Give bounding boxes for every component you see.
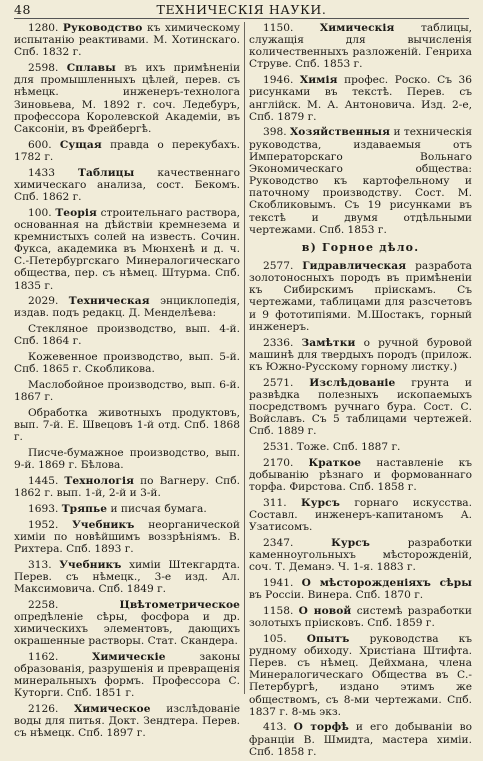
page-title: ТЕХНИЧЕСКІЯ НАУКИ. [156,2,327,17]
catalog-entry [14,559,240,595]
entry-text: Маслобойное производство, вып. 6-й. 1867 г. [14,378,240,404]
catalog-entry [249,457,472,493]
entry-keyword: Тряпье [61,502,108,515]
catalog-entry [14,167,240,203]
catalog-entry [14,139,240,163]
entry-keyword: Изслѣдованіе [309,376,396,389]
entry-text: разработа золотоносныхъ породъ въ примѣненіи къ Сибирскимъ пріискамъ. Съ чертежами, таблицами для разсчетовъ и 9 фототипіями. М.Шостакъ, горный инженеръ. [249,260,472,333]
catalog-entry [14,599,240,648]
entry-number: 1693. [28,502,59,515]
catalog-entry [14,407,240,443]
entry-keyword: Теорія [55,206,97,219]
catalog-entry [249,441,472,453]
entry-text: въ ихъ примѣненіи для промышленныхъ цѣлей, перев. съ нѣмецк. инженеръ-технолога Зиновьева, М. 1892 г. соч. Ледебуръ, профессора Королевской Академіи, въ Саксоніи, въ Фрейбергѣ. [14,62,241,135]
entry-keyword: Техническая [68,295,150,308]
entry-text: энциклопедія, издав. подъ редакц. Д. Менделѣева: [14,295,240,320]
entry-text: по Вагнеру. Спб. 1862 г. вып. 1-й, 2-й и 3-й. [14,474,240,499]
entry-text: разработки каменноугольныхъ мѣсторожденій, соч. Т. Деманэ. Ч. 1-я. 1883 г. [249,536,473,574]
entry-text: о ручной буровой машинѣ для твердыхъ породъ (прилож. къ Южно-Русскому горному листку.) [249,336,472,373]
entry-text: системѣ разработки золотыхъ пріисковъ. Спб. 1859 г. [249,604,472,629]
entry-text: и писчая бумага. [110,502,207,515]
entry-keyword: О новой [298,604,352,617]
catalog-entry [14,475,240,499]
entry-text: руководства къ рудному обиходу. Христіана Штифта. Перев. съ нѣмец. Дейхмана, члена Минералогическаго Общества въ С.-Петербургѣ, издано этимъ же обществомъ, съ 8-ми чертежами. Спб. 1837 г. 8-мь экз. [249,632,472,718]
catalog-entry [249,497,472,533]
entry-number: 413. [263,721,287,734]
catalog-entry [14,379,240,403]
entry-number: 2571. [263,376,294,389]
entry-number: 600. [28,138,52,151]
catalog-entry [14,519,240,555]
entry-text: опредѣленіе сѣры, фосфора и др. химическихъ элементовъ, дающихъ окрашенные растворы. Стат. Скандера. [14,610,240,648]
catalog-entry [14,207,240,292]
entry-keyword: Сплавы [66,62,116,75]
entry-number: 1150. [263,22,294,34]
catalog-entry [249,633,472,718]
catalog-entry [14,651,240,700]
entry-text: неорганической химіи по новѣйшимъ воззрѣніямъ. В. Рихтера. Спб. 1893 г. [14,518,240,555]
entry-text: таблицы, служащія для вычисленія количественныхъ разложеній. Генриха Струве. Спб. 1853 г. [249,22,473,71]
entry-number: 2170. [263,456,294,469]
entry-keyword: Химія [299,74,338,87]
right-column [249,22,472,761]
entry-number: 1952. [28,518,59,531]
entry-keyword: Учебникъ [59,558,122,571]
entry-text: Писче-бумажное производство, вып. 9-й. 1869 г. Бѣлова. [14,446,240,472]
entry-text: правда о перекубахъ. 1782 г. [14,138,240,163]
entry-keyword: Учебникъ [72,518,135,531]
right-column-top [249,22,472,236]
entry-keyword: Технологія [64,474,135,487]
entry-keyword: Химическое [74,703,151,716]
catalog-entry [14,22,240,58]
catalog-entry [14,323,240,347]
entry-number: 2126. [28,703,59,716]
catalog-entry [249,22,472,71]
entry-text: грунта и развѣдка полезныхъ ископаемыхъ посредствомъ ручнаго бура. Сост. С. Войславъ. Съ 5 таблицами чертежей. Спб. 1889 г. [249,376,472,438]
page-header [14,2,469,18]
catalog-entry [14,703,240,739]
catalog-entry [249,74,472,123]
entry-keyword: О мѣсторожденіяхъ сѣры [301,576,472,589]
catalog-entry [249,721,472,757]
entry-text: Тоже. Спб. 1887 г. [296,440,401,453]
catalog-entry [14,62,240,135]
entry-text: строительнаго раствора, основанная на дѣйствіи кремнезема и кремнистыхъ солей на известь. Сочин. Фукса, академика въ Мюнхенѣ и д. ч. С.-Петербургскаго Минералогическаго общества, пер. съ нѣмец. Штурма. Спб. 1835 г. [14,206,240,292]
entry-keyword: Опытъ [306,632,350,645]
entry-number: 105. [263,632,287,645]
entry-text: качественнаго химическаго анализа, сост. Бекомъ. Спб. 1862 г. [14,166,240,203]
entry-keyword: Химическія [319,22,395,34]
entry-keyword: Руководство [62,22,143,34]
entry-number: 311. [263,496,287,509]
entry-number: 2347. [263,536,294,549]
entry-number: 1433 [28,166,55,179]
entry-keyword: Хозяйственныя [289,126,391,139]
entry-number: 2258. [28,598,59,611]
entry-number: 1162. [28,650,59,663]
entry-keyword: Цвѣтометрическое [119,598,240,611]
entry-text: въ Россіи. Винера. Спб. 1870 г. [249,589,424,602]
entry-number: 1280. [28,22,59,34]
entry-keyword: Курсъ [301,496,340,509]
right-column-bottom [249,260,472,758]
entry-number: 2029. [28,295,59,308]
catalog-entry [249,337,472,373]
entry-number: 1158. [263,604,294,617]
entry-number: 1946. [263,74,294,87]
entry-keyword: Курсъ [331,536,370,549]
catalog-entry [14,447,240,471]
column-divider [244,22,245,694]
entry-keyword: Таблицы [78,166,135,179]
entry-number: 313. [28,558,52,571]
catalog-entry [14,295,240,319]
catalog-entry [249,377,472,438]
catalog-entry [249,537,472,573]
entry-number: 398. [263,126,287,139]
header-rule [14,18,469,19]
entry-number: 1445. [28,474,59,487]
entry-keyword: Сущая [59,138,102,151]
entry-text: и техническія руководства, издаваемыя отъ Императорскаго Вольнаго Экономическаго общества: Руководство къ картофельному и паточному производству. Сост. М. Скобликовымъ. Съ 19 рисунками въ текстѣ и двумя отдѣльными чертежами. Спб. 1853 г. [249,126,473,236]
catalog-entry [14,351,240,375]
entry-text: горнаго искусства. Составл. инженеръ-капитаномъ А. Узатисомъ. [249,496,472,534]
entry-text: къ химическому испытанію реактивами. М. Хотинскаго. Спб. 1832 г. [14,22,240,59]
page-number: 48 [14,2,32,17]
entry-number: 2577. [263,260,294,272]
section-heading: в) Горное дѣло. [301,240,420,254]
entry-text: законы образованія, разрушенія и превращенія минеральныхъ формъ. Профессора С. Куторги. Спб. 1851 г. [14,650,241,700]
entry-keyword: О торфѣ [293,721,349,734]
entry-number: 2531. [263,440,294,453]
entry-text: химіи Штекгардта. Перев. съ нѣмецк., 3-е изд. Ал. Максимовича. Спб. 1849 г. [14,558,241,595]
catalog-entry [249,126,472,235]
catalog-entry [249,577,472,601]
entry-number: 2598. [28,62,59,75]
catalog-entry [249,260,472,333]
entry-keyword: Гидравлическая [302,260,407,272]
entry-text: профес. Роско. Съ 36 рисунками въ текстѣ. Перев. съ англійск. М. А. Антоновича. Изд. 2-е, Спб. 1879 г. [249,74,472,123]
entry-text: Кожевенное производство, вып. 5-й. Спб. 1865 г. Скобликова. [14,351,240,376]
entry-number: 1941. [263,576,294,589]
catalog-entry [14,503,240,515]
entry-keyword: Краткое [308,456,362,469]
catalog-entry [249,605,472,629]
entry-number: 2336. [263,336,294,349]
left-column [14,22,240,743]
entry-text: изслѣдованіе воды для питья. Докт. Зендтера. Перев. съ нѣмецк. Спб. 1897 г. [14,703,241,740]
entry-number: 100. [28,206,52,219]
entry-keyword: Замѣтки [301,336,356,349]
entry-text: Стекляное производство, вып. 4-й. Спб. 1864 г. [14,323,240,348]
entry-text: и его добываніи во франціи В. Шмидта, мастера химіи. Спб. 1858 г. [249,721,472,758]
entry-text: Обработка животныхъ продуктовъ, вып. 7-й. Е. Швецовъ 1-й отд. Спб. 1868 г. [14,406,240,444]
entry-text: наставленіе къ добыванію рѣзнаго и формованнаго торфа. Фирстова. Спб. 1858 г. [249,456,473,494]
entry-keyword: Химическіе [92,650,166,663]
